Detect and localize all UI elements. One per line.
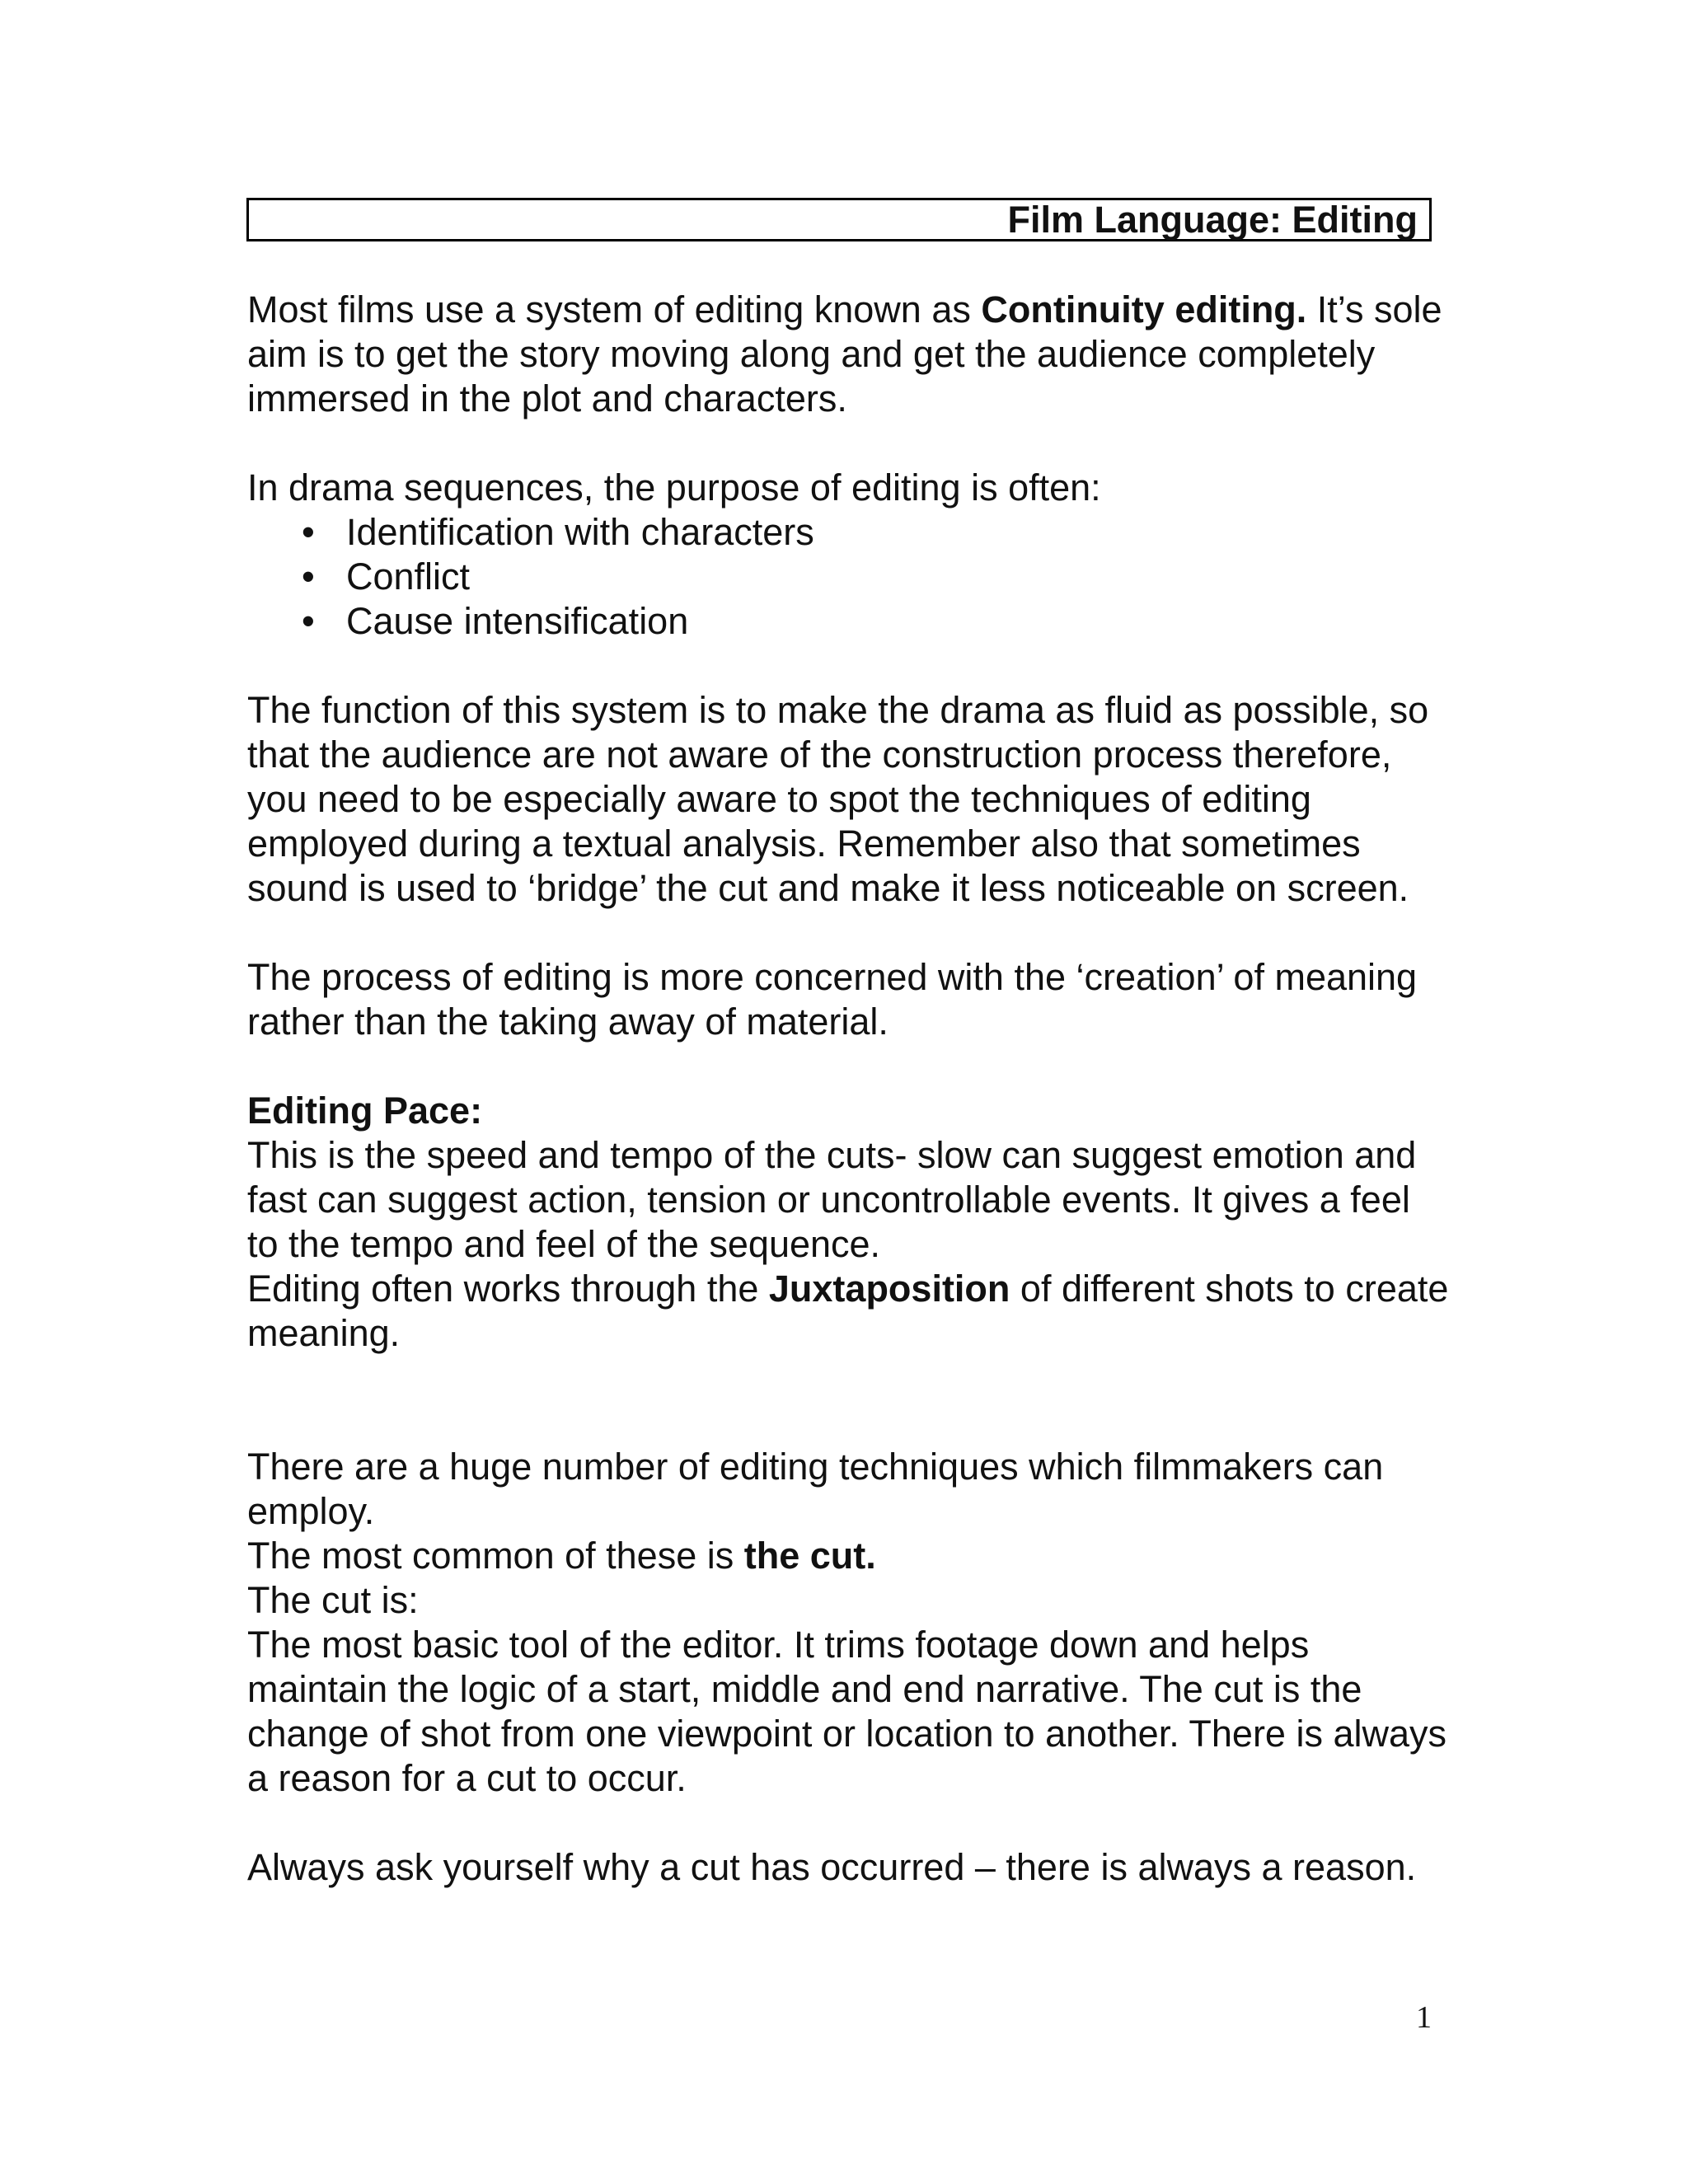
- juxtaposition-text-start: Editing often works through the: [247, 1268, 769, 1310]
- page-number: 1: [1416, 2000, 1432, 2035]
- list-item: • Identification with characters: [346, 510, 1451, 555]
- techniques-intro: There are a huge number of editing techniques which filmmakers can employ.: [247, 1446, 1384, 1532]
- juxtaposition-paragraph: [247, 1267, 1451, 1356]
- drama-lead: In drama sequences, the purpose of editing is often:: [247, 466, 1101, 509]
- document-body: [247, 288, 1451, 1890]
- most-common-text: The most common of these is: [247, 1535, 744, 1577]
- editing-pace-text: This is the speed and tempo of the cuts- slow can suggest emotion and fast can suggest action, tension or uncontrollable events. It gives a feel to the tempo and feel of the sequence.: [247, 1134, 1417, 1265]
- cut-definition: The most basic tool of the editor. It trims footage down and helps maintain the logic of a start, middle and end narrative. The cut is the change of shot from one viewpoint or location to another. There is always a reason for a cut to occur.: [247, 1624, 1447, 1799]
- editing-pace-heading-text: Editing Pace:: [247, 1090, 483, 1132]
- intro-paragraph: [247, 288, 1451, 421]
- list-item: • Conflict: [346, 555, 1451, 599]
- most-common-line: [247, 1534, 1451, 1578]
- cut-is-label: The cut is:: [247, 1579, 419, 1621]
- drama-purpose-list: [247, 510, 1451, 644]
- editing-pace-heading: [247, 1089, 1451, 1133]
- juxtaposition-term: Juxtaposition: [768, 1268, 1010, 1310]
- list-item: • Cause intensification: [346, 599, 1451, 644]
- continuity-editing-term: Continuity editing.: [981, 288, 1307, 330]
- page-title: Film Language: Editing: [246, 198, 1432, 241]
- intro-text-start: Most films use a system of editing known as: [247, 288, 982, 330]
- the-cut-term: the cut.: [743, 1535, 876, 1577]
- intro-text-end: It’s sole aim is to get the story moving along and get the audience completely immersed in the plot and characters.: [247, 288, 1442, 419]
- closing-paragraph: Always ask yourself why a cut has occurred – there is always a reason.: [247, 1846, 1417, 1888]
- function-paragraph: The function of this system is to make the drama as fluid as possible, so that the audience are not aware of the construction process therefore, you need to be especially aware to spot the techniques of editing employed during a textual analysis. Remember also that sometimes sound is used to ‘bridge’ the cut and make it less noticeable on screen.: [247, 689, 1429, 909]
- juxtaposition-text-end: of different shots to create meaning.: [247, 1268, 1449, 1354]
- process-paragraph: The process of editing is more concerned with the ‘creation’ of meaning rather than the taking away of material.: [247, 956, 1418, 1043]
